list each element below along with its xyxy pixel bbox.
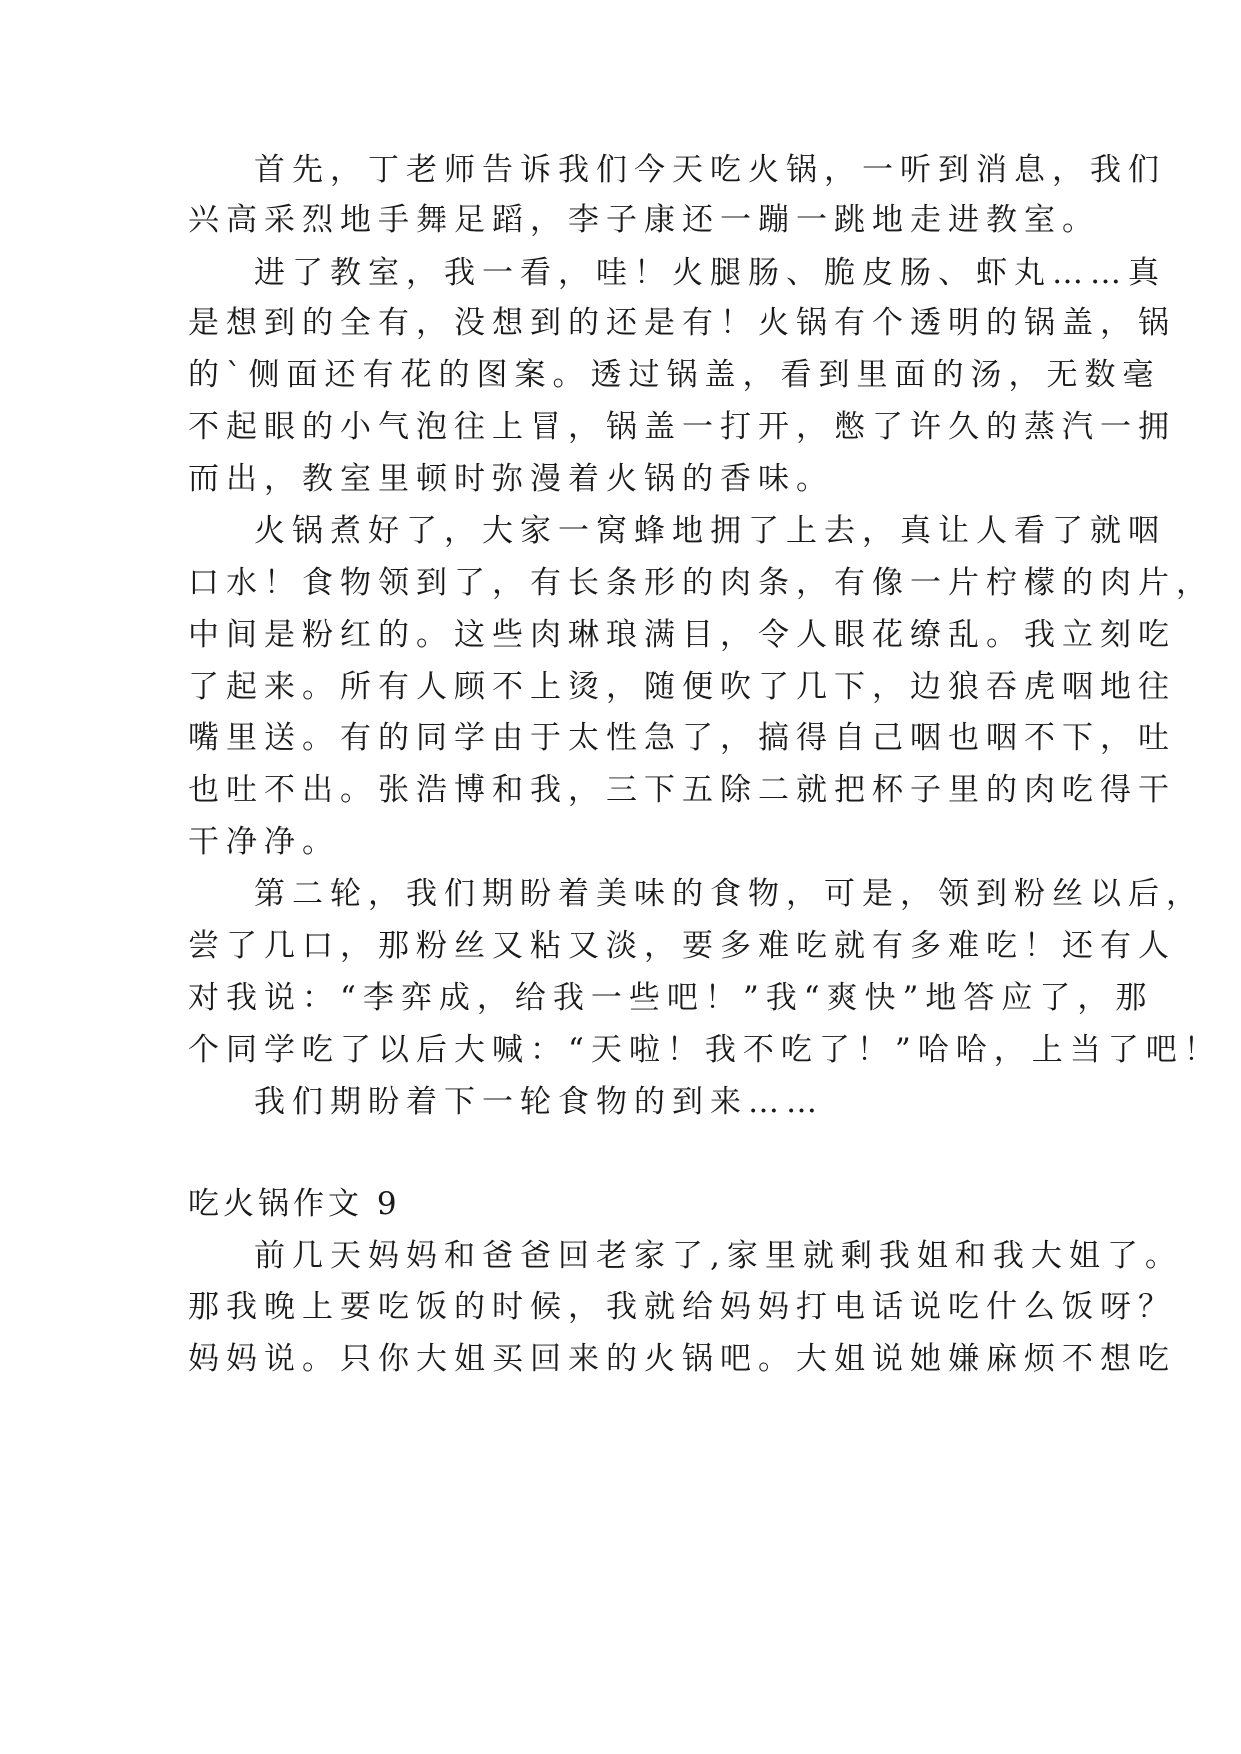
paragraph-line: 我们期盼着下一轮食物的到来…… bbox=[254, 1084, 824, 1120]
paragraph-line: 火锅煮好了，大家一窝蜂地拥了上去，真让人看了就咽 bbox=[254, 513, 1166, 549]
paragraph-line: 那我晚上要吃饭的时候，我就给妈妈打电话说吃什么饭呀？ bbox=[188, 1289, 1176, 1325]
paragraph-line: 嘴里送。有的同学由于太性急了，搞得自己咽也咽不下，吐 bbox=[188, 720, 1176, 756]
paragraph-line: 而出，教室里顿时弥漫着火锅的香味。 bbox=[188, 461, 834, 497]
paragraph-line: 对我说：“李弈成，给我一些吧！”我“爽快”地答应了，那 bbox=[188, 980, 1154, 1016]
paragraph-line: 了起来。所有人顾不上烫，随便吹了几下，边狼吞虎咽地往 bbox=[188, 669, 1176, 705]
paragraph-line: 个同学吃了以后大喊：“天啦！我不吃了！”哈哈，上当了吧！ bbox=[188, 1032, 1222, 1068]
paragraph-line: 也吐不出。张浩博和我，三下五除二就把杯子里的肉吃得干 bbox=[188, 772, 1176, 808]
paragraph-line: 干净净。 bbox=[188, 824, 340, 860]
paragraph-line: 尝了几口，那粉丝又粘又淡，要多难吃就有多难吃！还有人 bbox=[188, 928, 1176, 964]
paragraph-line: 兴高采烈地手舞足蹈，李子康还一蹦一跳地走进教室。 bbox=[188, 202, 1100, 238]
paragraph-line: 第二轮，我们期盼着美味的食物，可是，领到粉丝以后， bbox=[254, 876, 1204, 912]
paragraph-line: 妈妈说。只你大姐买回来的火锅吧。大姐说她嫌麻烦不想吃 bbox=[188, 1341, 1176, 1377]
paragraph-line: 的`侧面还有花的图案。透过锅盖，看到里面的汤，无数毫 bbox=[188, 357, 1161, 393]
paragraph-line: 进了教室，我一看，哇！火腿肠、脆皮肠、虾丸……真 bbox=[254, 255, 1166, 291]
paragraph-line: 不起眼的小气泡往上冒，锅盖一打开，憋了许久的蒸汽一拥 bbox=[188, 409, 1176, 445]
section-heading: 吃火锅作文 9 bbox=[188, 1186, 401, 1222]
paragraph-line: 是想到的全有，没想到的还是有！火锅有个透明的锅盖，锅 bbox=[188, 305, 1176, 341]
paragraph-line: 口水！食物领到了，有长条形的肉条，有像一片柠檬的肉片， bbox=[188, 565, 1214, 601]
paragraph-line: 前几天妈妈和爸爸回老家了,家里就剩我姐和我大姐了。 bbox=[254, 1238, 1183, 1274]
paragraph-line: 中间是粉红的。这些肉琳琅满目，令人眼花缭乱。我立刻吃 bbox=[188, 617, 1176, 653]
paragraph-line: 首先，丁老师告诉我们今天吃火锅，一听到消息，我们 bbox=[254, 152, 1166, 188]
